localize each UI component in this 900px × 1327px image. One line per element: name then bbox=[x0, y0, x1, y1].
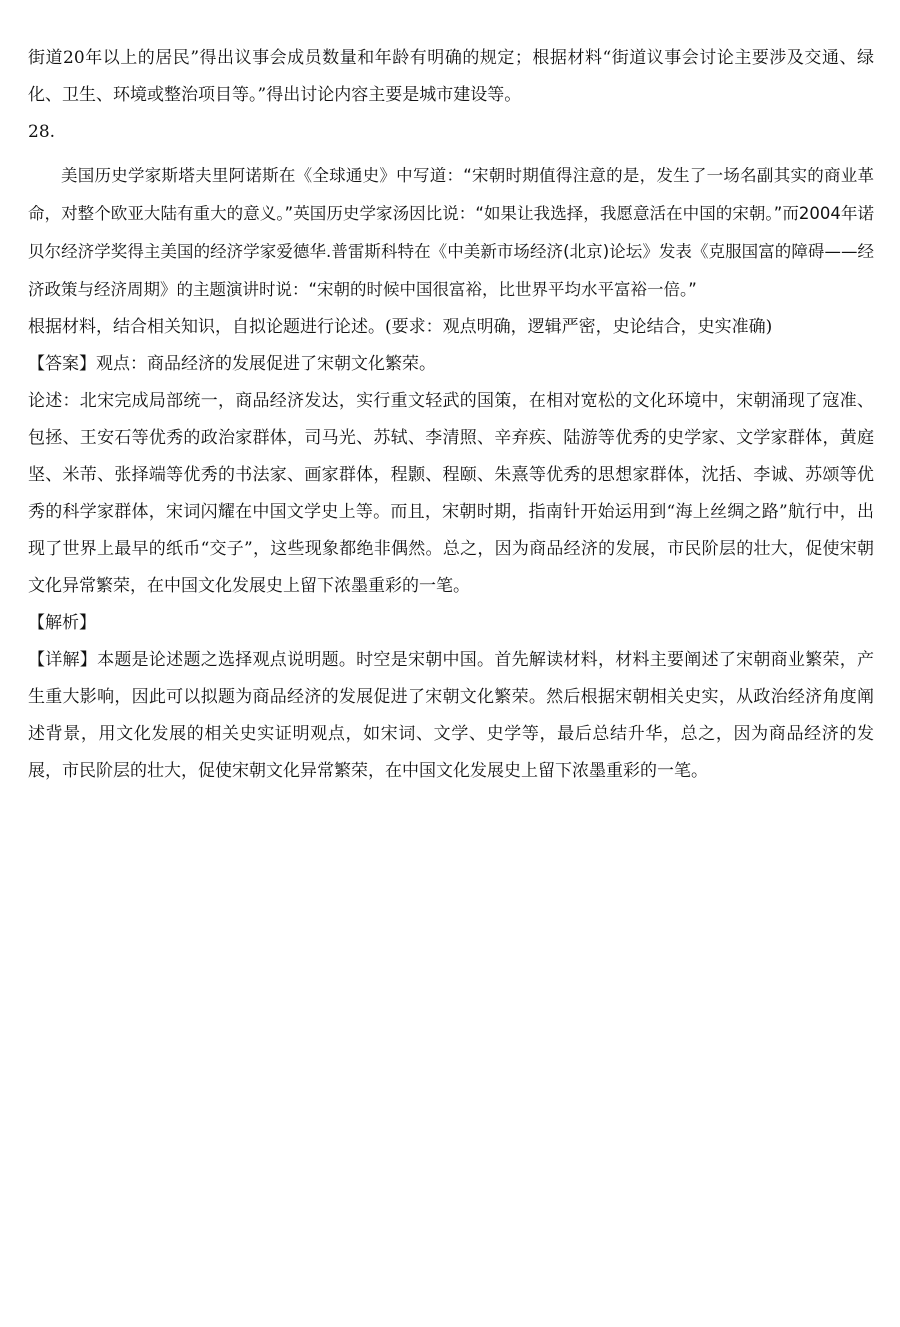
analysis-label: 【解析】 bbox=[28, 613, 96, 633]
answer-paragraph bbox=[28, 346, 874, 383]
answer-viewpoint: 观点：商品经济的发展促进了宋朝文化繁荣。 bbox=[96, 354, 436, 374]
material-text: 美国历史学家斯塔夫里阿诺斯在《全球通史》中写道：“宋朝时期值得注意的是，发生了一场名副其实的商业革命，对整个欧亚大陆有重大的意义。”英国历史学家汤因比说：“如果让我选择，我愿意活在中国的宋朝。”而2004年诺贝尔经济学奖得主美国的经济学家爱德华.普雷斯科特在《中美新市场经济(北京)论坛》发表《克服国富的障碍——经济政策与经济周期》的主题演讲时说：“宋朝的时候中国很富裕，比世界平均水平富裕一倍。” bbox=[28, 166, 874, 299]
document-page bbox=[28, 40, 874, 790]
question-prompt: 根据材料，结合相关知识，自拟论题进行论述。(要求：观点明确，逻辑严密，史论结合，史实准确) bbox=[28, 317, 773, 337]
answer-label: 【答案】 bbox=[28, 354, 96, 374]
question-number: 28. bbox=[28, 122, 56, 142]
detail-paragraph bbox=[28, 642, 874, 790]
argument-text: 论述：北宋完成局部统一，商品经济发达，实行重文轻武的国策，在相对宽松的文化环境中，宋朝涌现了寇准、包拯、王安石等优秀的政治家群体，司马光、苏轼、李清照、辛弃疾、陆游等优秀的史学家、文学家群体，黄庭坚、米芾、张择端等优秀的书法家、画家群体，程颢、程颐、朱熹等优秀的思想家群体，沈括、李诚、苏颂等优秀的科学家群体，宋词闪耀在中国文学史上等。而且，宋朝时期，指南针开始运用到“海上丝绸之路”航行中，出现了世界上最早的纸币“交子”，这些现象都绝非偶然。总之，因为商品经济的发展，市民阶层的壮大，促使宋朝文化异常繁荣，在中国文化发展史上留下浓墨重彩的一笔。 bbox=[28, 391, 874, 596]
detail-text: 本题是论述题之选择观点说明题。时空是宋朝中国。首先解读材料，材料主要阐述了宋朝商业繁荣，产生重大影响，因此可以拟题为商品经济的发展促进了宋朝文化繁荣。然后根据宋朝相关史实，从政治经济角度阐述背景，用文化发展的相关史实证明观点，如宋词、文学、史学等，最后总结升华，总之，因为商品经济的发展，市民阶层的壮大，促使宋朝文化异常繁荣，在中国文化发展史上留下浓墨重彩的一笔。 bbox=[28, 650, 875, 781]
detail-label: 【详解】 bbox=[28, 650, 98, 670]
lead-paragraph: 街道20年以上的居民”得出议事会成员数量和年龄有明确的规定；根据材料“街道议事会讨论主要涉及交通、绿化、卫生、环境或整治项目等。”得出讨论内容主要是城市建设等。 bbox=[28, 48, 874, 105]
